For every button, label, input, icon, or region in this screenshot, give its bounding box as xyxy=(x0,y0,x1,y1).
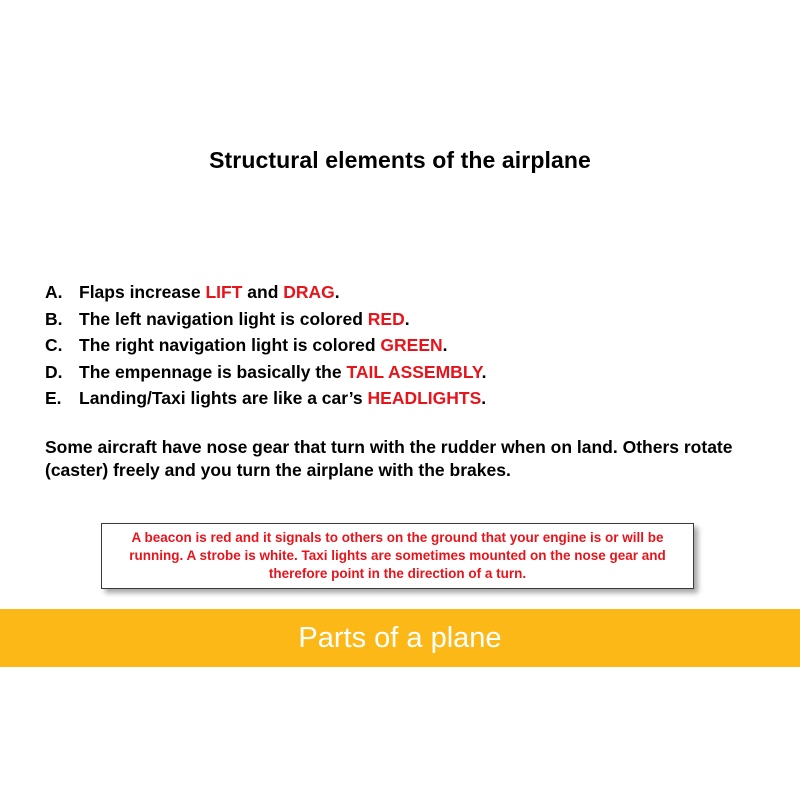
page-title: Structural elements of the airplane xyxy=(209,147,591,173)
fact-letter: B. xyxy=(45,308,63,329)
fact-letter: D. xyxy=(45,361,63,382)
fact-text: The right navigation light is colored xyxy=(79,335,381,355)
fact-letter: A. xyxy=(45,282,63,302)
fact-text: . xyxy=(404,308,410,329)
fact-letter: E. xyxy=(45,388,62,408)
fact-letter: C. xyxy=(45,335,63,355)
fact-keyword: GREEN xyxy=(380,335,443,355)
fact-text: . xyxy=(481,388,487,408)
lights-callout-text: A beacon is red and it signals to others on the ground that your engine is or will be running. A strobe is white. Taxi lights are sometimes mounted on the nose gear and therefore point in the direction of a turn. xyxy=(129,530,666,581)
fact-text: . xyxy=(334,282,340,302)
fact-item-d xyxy=(45,359,765,386)
fact-text: The left navigation light is colored xyxy=(79,308,368,329)
fact-text: . xyxy=(442,335,448,355)
fact-text: The empennage is basically the xyxy=(79,361,347,382)
footer-banner xyxy=(0,609,800,667)
nose-gear-note: Some aircraft have nose gear that turn with the rudder when on land. Others rotate (caster) freely and you turn the airplane with the brakes. xyxy=(45,437,733,480)
fact-keyword: DRAG xyxy=(283,282,335,302)
fact-keyword: RED xyxy=(367,308,405,329)
fact-item-c xyxy=(45,332,765,359)
fact-keyword: HEADLIGHTS xyxy=(367,388,482,408)
lights-callout-box xyxy=(101,523,694,589)
fact-item-b xyxy=(45,306,765,333)
fact-item-a xyxy=(45,279,765,306)
fact-keyword: LIFT xyxy=(205,282,243,302)
fact-text: Flaps increase xyxy=(79,282,206,302)
fact-text: Landing/Taxi lights are like a car’s xyxy=(79,388,368,408)
facts-list xyxy=(45,279,765,412)
banner-title: Parts of a plane xyxy=(298,621,502,654)
fact-text: . xyxy=(481,361,487,382)
fact-text: and xyxy=(242,282,284,302)
fact-keyword: TAIL ASSEMBLY xyxy=(346,361,482,382)
fact-item-e xyxy=(45,385,765,412)
